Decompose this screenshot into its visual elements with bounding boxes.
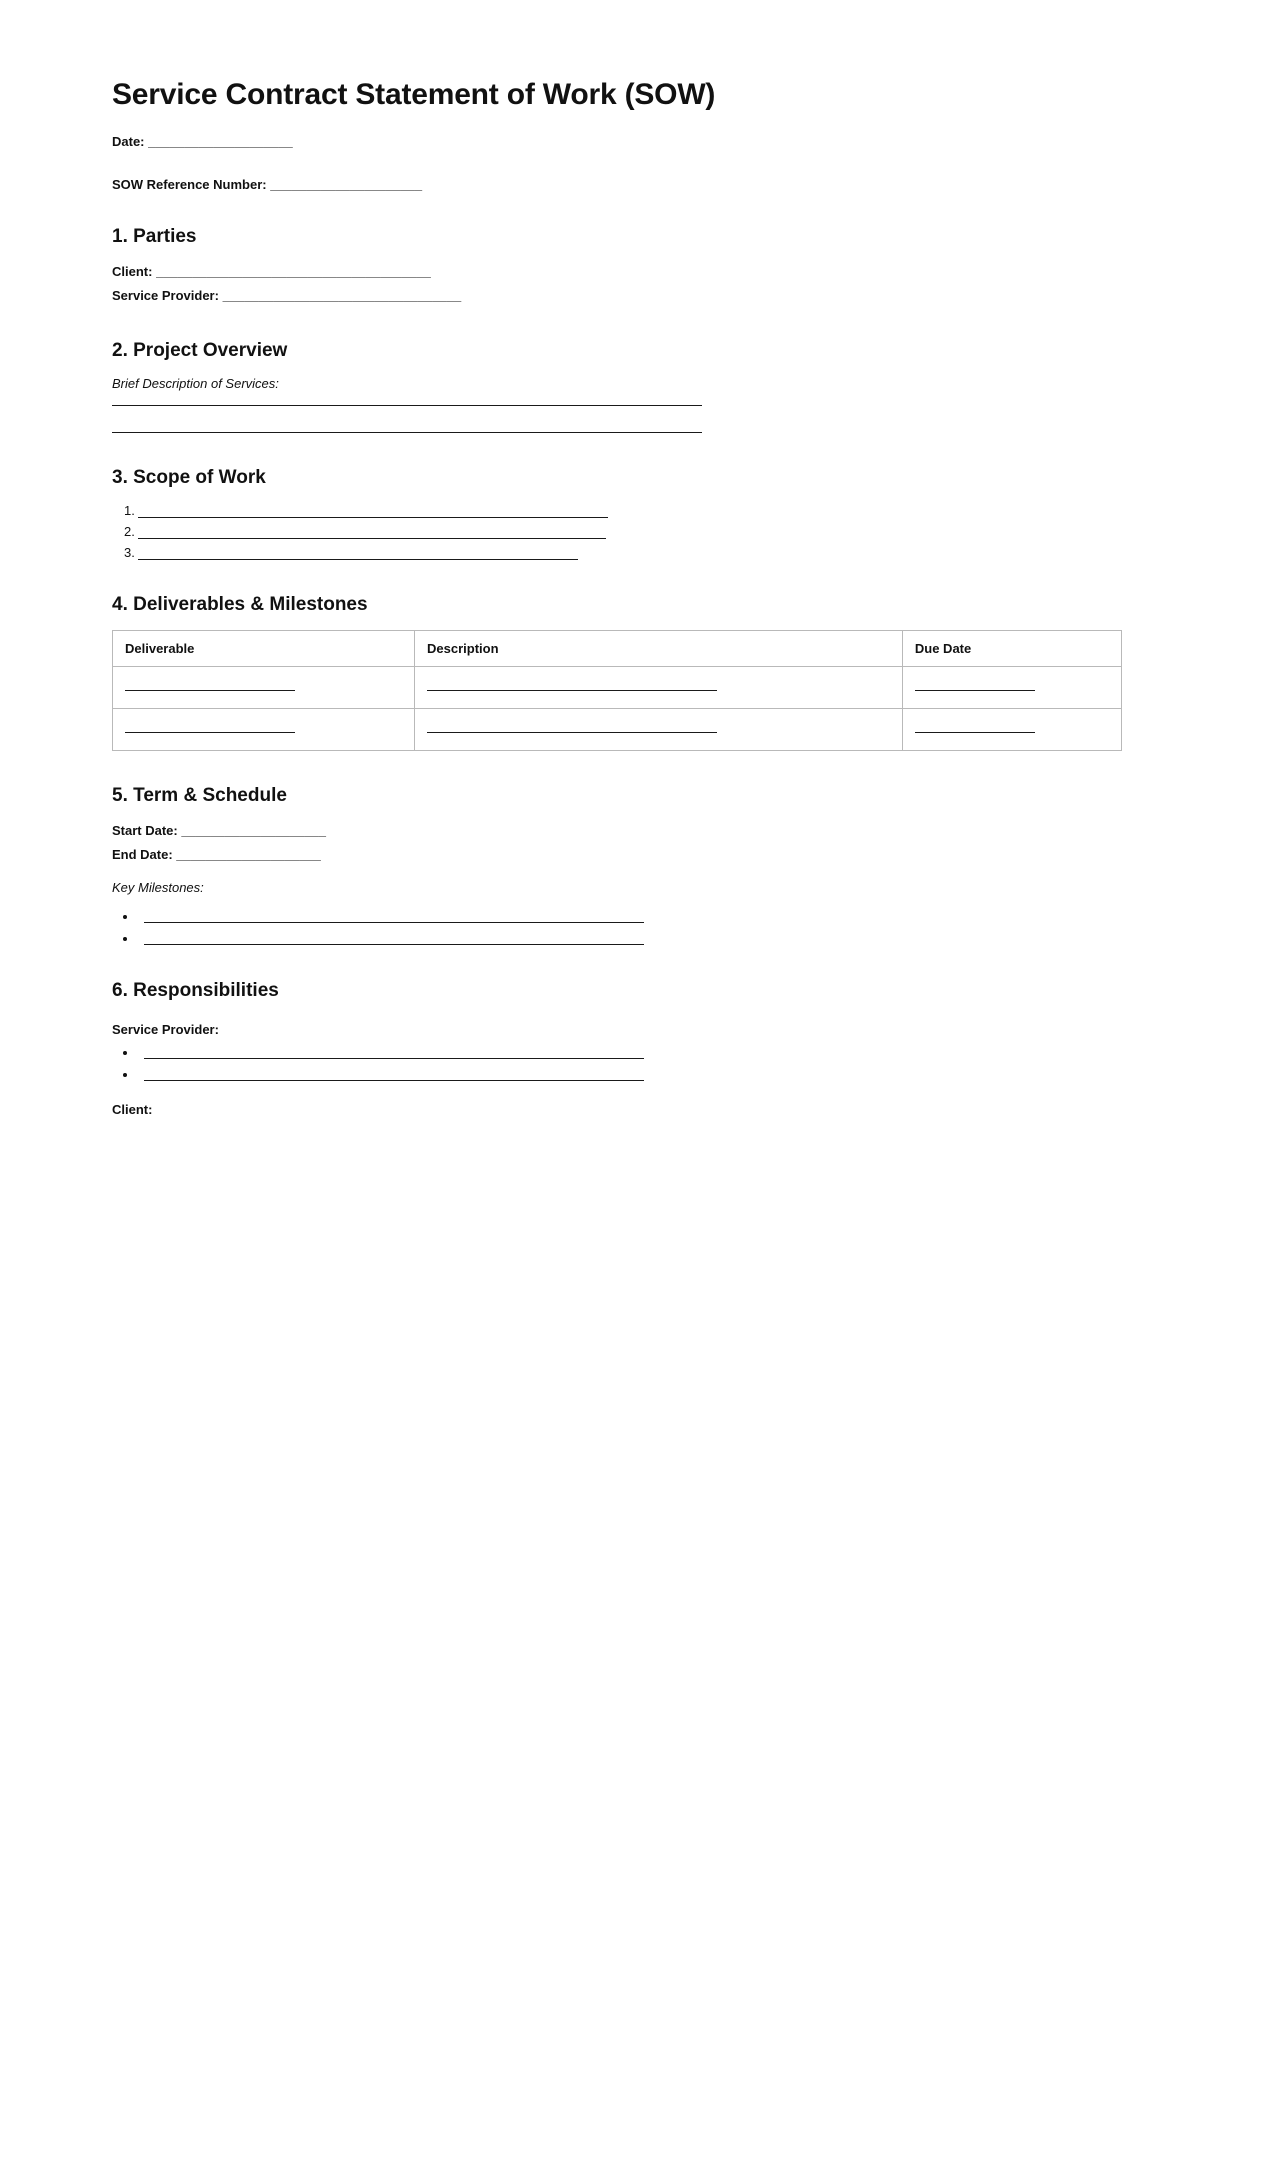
column-header-due-date: Due Date: [902, 631, 1121, 667]
subheading-client: Client:: [112, 1101, 153, 1116]
column-header-deliverable: Deliverable: [113, 631, 415, 667]
field-end-date-label: End Date:: [112, 847, 173, 863]
field-service-provider-label: Service Provider:: [112, 288, 219, 304]
responsibility-line-2[interactable]: [144, 1069, 644, 1081]
field-sow-reference-label: SOW Reference Number:: [112, 177, 267, 192]
blank-line-overview-2[interactable]: [112, 432, 702, 433]
cell-description-2[interactable]: [415, 709, 903, 751]
field-sow-reference-value[interactable]: _____________________: [270, 177, 423, 192]
blank-line[interactable]: [427, 722, 717, 733]
list-item[interactable]: [120, 524, 1122, 539]
list-item[interactable]: [138, 931, 1122, 946]
field-end-date-value[interactable]: ____________________: [176, 847, 321, 863]
field-date-value[interactable]: ____________________: [148, 134, 293, 149]
cell-due-date-2[interactable]: [902, 709, 1121, 751]
table-row: [113, 709, 1122, 751]
blank-line[interactable]: [125, 680, 295, 691]
service-provider-responsibilities-list: [112, 1045, 1122, 1082]
list-item[interactable]: [138, 909, 1122, 924]
cell-due-date-1[interactable]: [902, 667, 1121, 709]
scope-item-number-3: 3.: [124, 545, 135, 561]
milestone-line-2[interactable]: [144, 933, 644, 945]
note-brief-description: Brief Description of Services:: [112, 376, 279, 392]
blank-line-overview-1[interactable]: [112, 405, 702, 406]
deliverables-table: [112, 630, 1122, 751]
blank-line[interactable]: [427, 680, 717, 691]
list-item[interactable]: [120, 545, 1122, 560]
blank-line[interactable]: [915, 680, 1035, 691]
cell-description-1[interactable]: [415, 667, 903, 709]
section-heading-deliverables: 4. Deliverables & Milestones: [112, 594, 368, 616]
field-client-label: Client:: [112, 264, 153, 279]
field-start-date: [112, 821, 1122, 841]
field-sow-reference: [112, 177, 1122, 192]
section-heading-parties: 1. Parties: [112, 226, 197, 247]
field-date-label: Date:: [112, 134, 145, 149]
field-service-provider: [112, 286, 1122, 306]
table-header-row: [113, 631, 1122, 667]
list-item[interactable]: [138, 1067, 1122, 1082]
blank-line[interactable]: [915, 722, 1035, 733]
section-heading-scope-of-work: 3. Scope of Work: [112, 467, 266, 489]
field-client-value[interactable]: ______________________________________: [156, 264, 431, 279]
subheading-service-provider: Service Provider:: [112, 1021, 219, 1037]
field-service-provider-value[interactable]: _________________________________: [222, 288, 462, 304]
field-start-date-value[interactable]: ____________________: [181, 823, 326, 839]
section-heading-term-schedule: 5. Term & Schedule: [112, 785, 287, 807]
list-item[interactable]: [138, 1045, 1122, 1060]
section-heading-responsibilities: 6. Responsibilities: [112, 979, 279, 1001]
list-item[interactable]: [120, 503, 1122, 518]
key-milestones-list: [112, 909, 1122, 946]
page-title: Service Contract Statement of Work (SOW): [112, 78, 716, 111]
section-heading-project-overview: 2. Project Overview: [112, 340, 288, 362]
field-client: [112, 262, 1122, 282]
milestone-line-1[interactable]: [144, 911, 644, 923]
note-key-milestones: Key Milestones:: [112, 879, 204, 895]
scope-of-work-list: [112, 503, 1122, 560]
cell-deliverable-1[interactable]: [113, 667, 415, 709]
field-start-date-label: Start Date:: [112, 823, 178, 839]
scope-item-number-1: 1.: [124, 503, 135, 519]
scope-item-line-2[interactable]: [138, 527, 606, 539]
field-end-date: [112, 845, 1122, 865]
column-header-description: Description: [415, 631, 903, 667]
table-row: [113, 667, 1122, 709]
cell-deliverable-2[interactable]: [113, 709, 415, 751]
blank-line[interactable]: [125, 722, 295, 733]
scope-item-line-1[interactable]: [138, 506, 608, 518]
scope-item-line-3[interactable]: [138, 548, 578, 560]
responsibility-line-1[interactable]: [144, 1047, 644, 1059]
field-date: [112, 134, 1122, 149]
scope-item-number-2: 2.: [124, 524, 135, 540]
document-body: [112, 78, 1122, 1116]
